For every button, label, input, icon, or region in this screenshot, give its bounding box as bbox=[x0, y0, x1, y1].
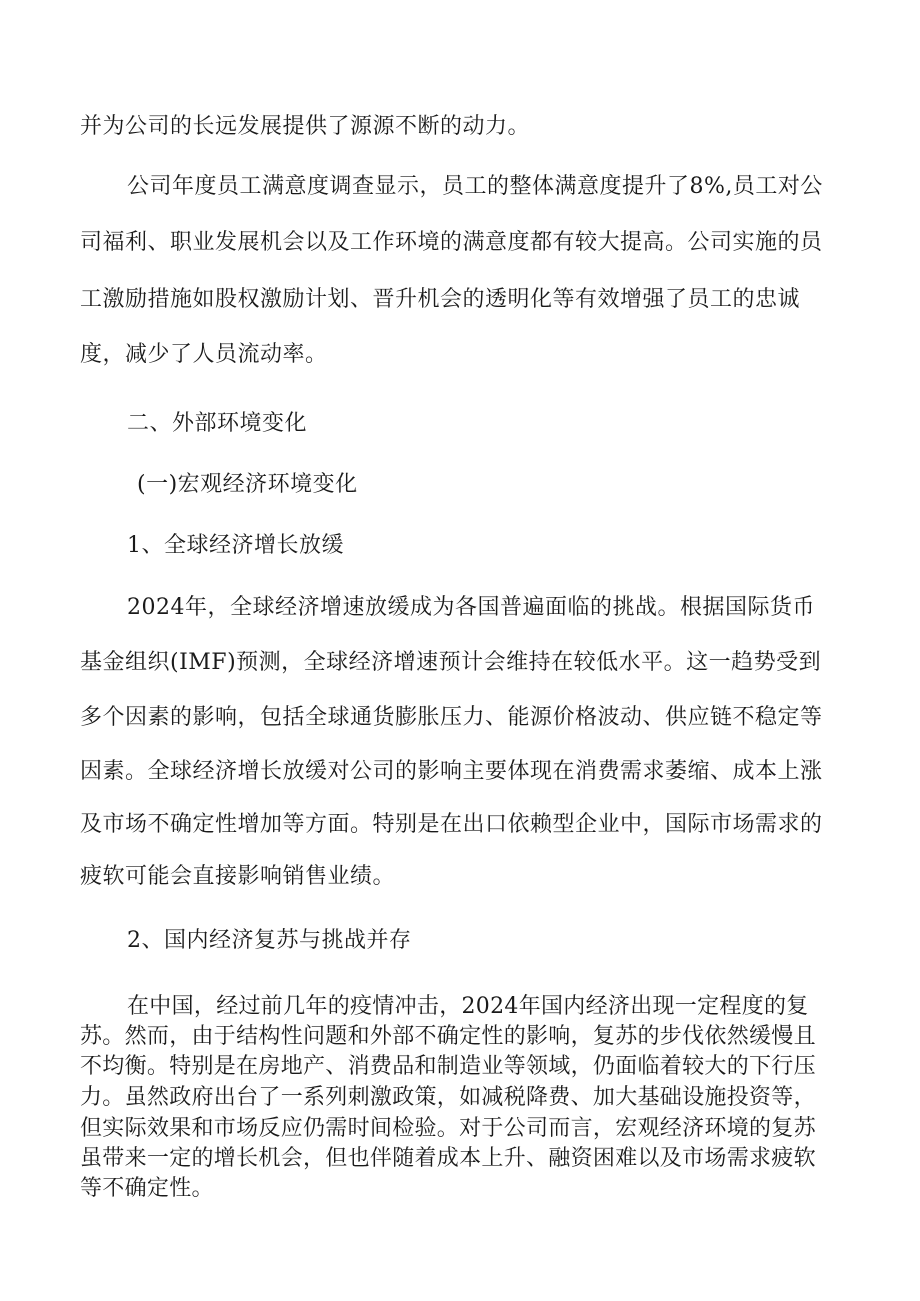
paragraph-line: 度，减少了人员流动率。 bbox=[80, 342, 328, 367]
paragraph-line: 疲软可能会直接影响销售业绩。 bbox=[80, 864, 396, 889]
paragraph-line: 司福利、职业发展机会以及工作环境的满意度都有较大提高。公司实施的员 bbox=[80, 230, 823, 255]
paragraph-line: 在中国，经过前几年的疫情冲击，2024年国内经济出现一定程度的复 bbox=[127, 994, 809, 1019]
paragraph-line: 多个因素的影响，包括全球通货膨胀压力、能源价格波动、供应链不稳定等 bbox=[80, 705, 823, 730]
paragraph-line: 工激励措施如股权激励计划、晋升机会的透明化等有效增强了员工的忠诚 bbox=[80, 287, 801, 312]
paragraph-line: 但实际效果和市场反应仍需时间检验。对于公司而言，宏观经济环境的复苏 bbox=[80, 1116, 816, 1141]
paragraph-line: 公司年度员工满意度调查显示，员工的整体满意度提升了8%,员工对公 bbox=[127, 174, 823, 199]
paragraph-line: 力。虽然政府出台了一系列刺激政策，如减税降费、加大基础设施投资等， bbox=[80, 1085, 816, 1110]
paragraph-line: 苏。然而，由于结构性问题和外部不确定性的影响，复苏的步伐依然缓慢且 bbox=[80, 1024, 816, 1049]
paragraph-line: 基金组织(IMF)预测，全球经济增速预计会维持在较低水平。这一趋势受到 bbox=[80, 650, 822, 675]
paragraph-line: 不均衡。特别是在房地产、消费品和制造业等领域，仍面临着较大的下行压 bbox=[80, 1054, 816, 1079]
paragraph-line: 等不确定性。 bbox=[80, 1176, 214, 1201]
section-heading: 二、外部环境变化 bbox=[127, 411, 308, 436]
paragraph-line: 因素。全球经济增长放缓对公司的影响主要体现在消费需求萎缩、成本上涨 bbox=[80, 759, 823, 784]
paragraph-line: 虽带来一定的增长机会，但也伴随着成本上升、融资困难以及市场需求疲软 bbox=[80, 1146, 816, 1171]
subsection-heading: (一)宏观经济环境变化 bbox=[137, 472, 358, 497]
paragraph-line: 及市场不确定性增加等方面。特别是在出口依赖型企业中，国际市场需求的 bbox=[80, 812, 823, 837]
item-heading: 1、全球经济增长放缓 bbox=[127, 533, 344, 558]
paragraph-line: 并为公司的长远发展提供了源源不断的动力。 bbox=[80, 114, 531, 139]
paragraph-line: 2024年，全球经济增速放缓成为各国普遍面临的挑战。根据国际货币 bbox=[127, 595, 815, 620]
item-heading: 2、国内经济复苏与挑战并存 bbox=[127, 928, 412, 953]
